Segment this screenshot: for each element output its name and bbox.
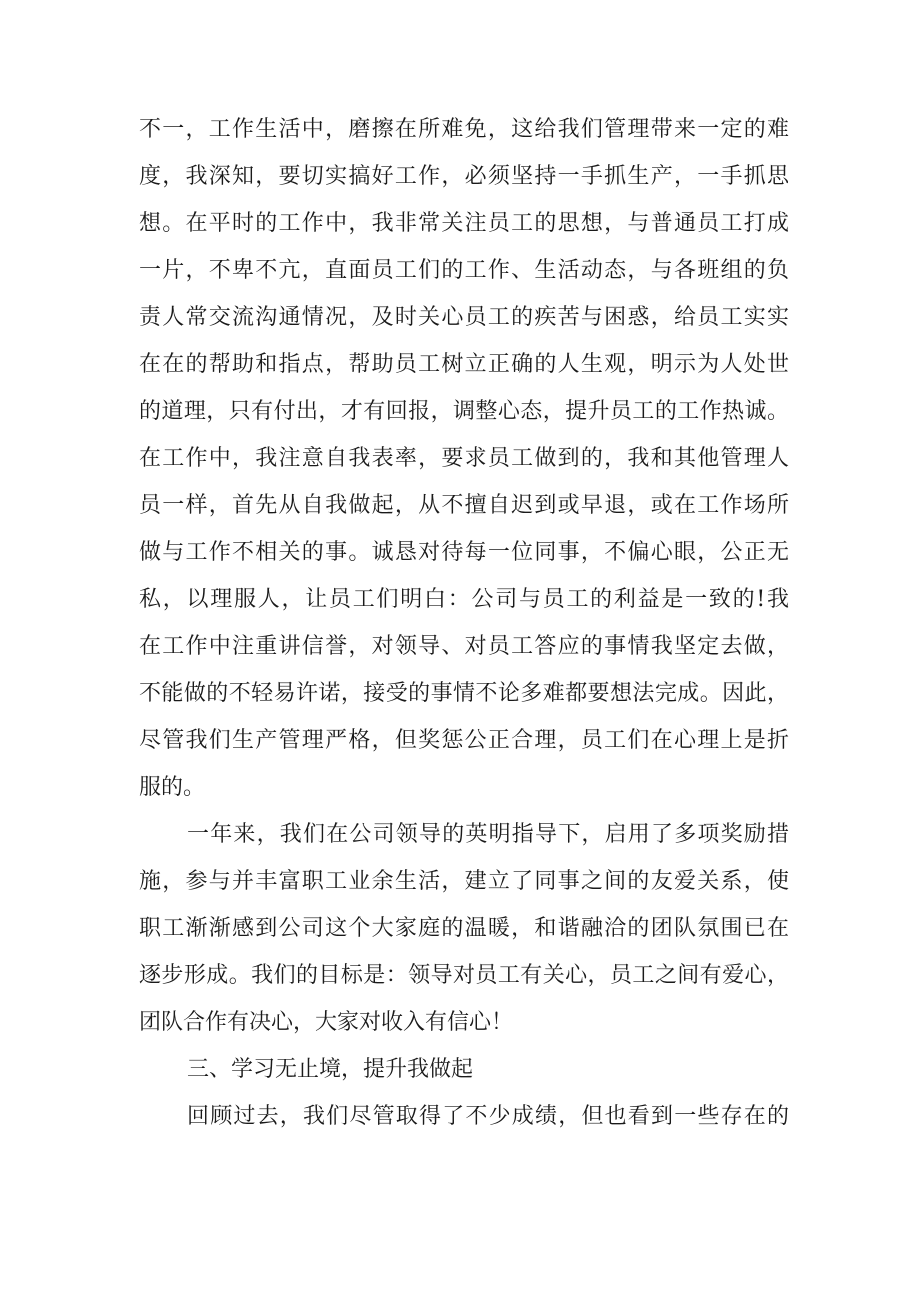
paragraph-year-review — [139, 811, 789, 1046]
text-line: 团队合作有决心，大家对收入有信心！ — [139, 1010, 514, 1035]
text-line: 服的。 — [139, 775, 206, 800]
text-line: 责人常交流沟通情况，及时关心员工的疾苦与困惑，给员工实实 — [139, 305, 789, 330]
text-line: 在工作中注重讲信誉，对领导、对员工答应的事情我坚定去做， — [139, 634, 789, 659]
text-line: 不能做的不轻易许诺，接受的事情不论多难都要想法完成。因此， — [139, 681, 789, 706]
text-line: 一年来，我们在公司领导的英明指导下，启用了多项奖励措 — [187, 822, 789, 847]
text-line: 一片，不卑不亢，直面员工们的工作、生活动态，与各班组的负 — [139, 258, 789, 283]
section-heading-text: 三、学习无止境，提升我做起 — [187, 1057, 474, 1082]
text-line: 职工渐渐感到公司这个大家庭的温暖，和谐融洽的团队氛围已在 — [139, 916, 789, 941]
document-body — [139, 106, 789, 1140]
section-heading — [139, 1046, 789, 1093]
text-line: 度，我深知，要切实搞好工作，必须坚持一手抓生产，一手抓思 — [139, 164, 789, 189]
text-line: 在在的帮助和指点，帮助员工树立正确的人生观，明示为人处世 — [139, 352, 789, 377]
paragraph-looking-back — [139, 1093, 789, 1140]
text-line: 逐步形成。我们的目标是：领导对员工有关心，员工之间有爱心， — [139, 963, 789, 988]
text-line: 回顾过去，我们尽管取得了不少成绩，但也看到一些存在的 — [187, 1104, 789, 1129]
text-line: 做与工作不相关的事。诚恳对待每一位同事，不偏心眼，公正无 — [139, 540, 789, 565]
text-line: 尽管我们生产管理严格，但奖惩公正合理，员工们在心理上是折 — [139, 728, 789, 753]
text-line: 不一，工作生活中，磨擦在所难免，这给我们管理带来一定的难 — [139, 117, 789, 142]
text-line: 员一样，首先从自我做起，从不擅自迟到或早退，或在工作场所 — [139, 493, 789, 518]
text-line: 私，以理服人，让员工们明白：公司与员工的利益是一致的!我 — [139, 587, 789, 612]
text-line: 施，参与并丰富职工业余生活，建立了同事之间的友爱关系，使 — [139, 869, 789, 894]
text-line: 在工作中，我注意自我表率，要求员工做到的，我和其他管理人 — [139, 446, 789, 471]
paragraph-management — [139, 106, 789, 811]
text-line: 的道理，只有付出，才有回报，调整心态，提升员工的工作热诚。 — [139, 399, 789, 424]
text-line: 想。在平时的工作中，我非常关注员工的思想，与普通员工打成 — [139, 211, 789, 236]
